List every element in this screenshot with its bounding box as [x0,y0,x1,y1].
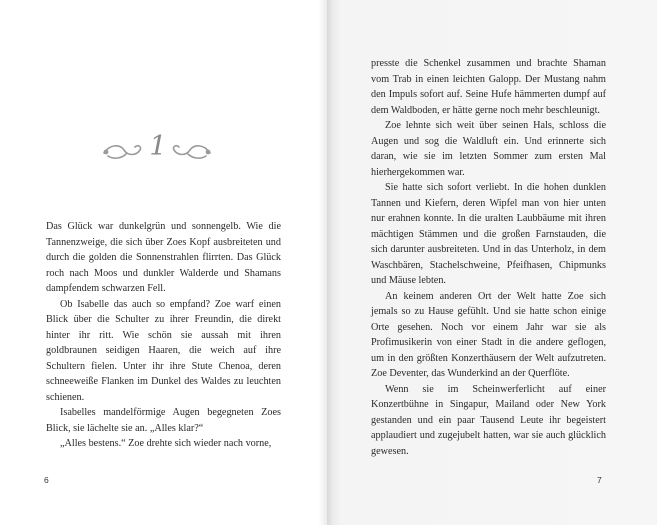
paragraph: presste die Schenkel zusammen und brachte Shaman vom Trab in einen leichten Galopp. Der Mustang nahm den Impuls sofort auf. Seine Hufe hämmerten dumpf auf dem Waldboden, er hätte gerne noch mehr beschleunigt. [371,58,606,116]
paragraph: Wenn sie im Scheinwerferlicht auf einer Konzertbühne in Singapur, Mailand oder New York gestanden und ein paar Tausend Leute ihr begeistert applaudiert und zugejubelt hatten, war sie auch glücklich gewesen. [371,383,606,457]
paragraph: Das Glück war dunkelgrün und sonnengelb. Wie die Tannenzweige, die sich über Zoes Kopf ausbreiteten und durch die golden die Sonnenstrahlen flirrten. Das Glück roch nach Moos und dunkler Walderde und Shamans dampfendem schwarzen Fell. [46,221,281,294]
paragraph: Isabelles mandelförmige Augen begegneten Zoes Blick, sie lächelte sie an. „Alles klar?“ [46,407,281,434]
chapter-number: 1 [149,131,167,162]
left-page-text [46,219,281,452]
paragraph: An keinem anderen Ort der Welt hatte Zoe sich jemals so zu Hause gefühlt. Und sie hatte schon einige Orte gesehen. Noch vor einem Jahr war sie als Profimusikerin von einer Stadt in die andere geflogen, um in den größten Konzerthäusern der Welt aufzutreten. Zoe Deventer, das Wunderkind an der Querflöte. [371,290,606,379]
page-number-right: 7 [597,475,602,485]
paragraph: Sie hatte sich sofort verliebt. In die hohen dunklen Tannen und Kiefern, deren Wipfel man von hier unten nur erahnen konnte. In die uralten Laubbäume mit ihren mächtigen Stämmen und die großen Farnstauden, die sich darunter ausbreiteten. Und in das Unterholz, in dem Waschbären, Stachelschweine, Pfeifhasen, Chipmunks und Mäuse lebten. [371,182,606,286]
right-page-text [371,56,606,459]
gutter-shadow [318,0,327,525]
page-number-left: 6 [44,475,49,485]
paragraph: Zoe lehnte sich weit über seinen Hals, schloss die Augen und sog die Waldluft ein. Und erinnerte sich daran, wie sie im letzten Sommer zum ersten Mal hierhergekommen war. [371,120,606,178]
left-page [0,0,327,525]
paragraph: Ob Isabelle das auch so empfand? Zoe warf einen Blick über die Schulter zu ihrer Freundin, die direkt hinter ihr ritt. Wie schön sie aussah mit ihren goldbraunen seidigen Haaren, die weich auf ihre Schultern fielen. Unter ihr ihre Stute Chenoa, deren schneeweiße Flanken im Dunkel des Waldes zu leuchten schienen. [46,298,281,403]
paragraph: „Alles bestens.“ Zoe drehte sich wieder nach vorne, [60,438,272,449]
